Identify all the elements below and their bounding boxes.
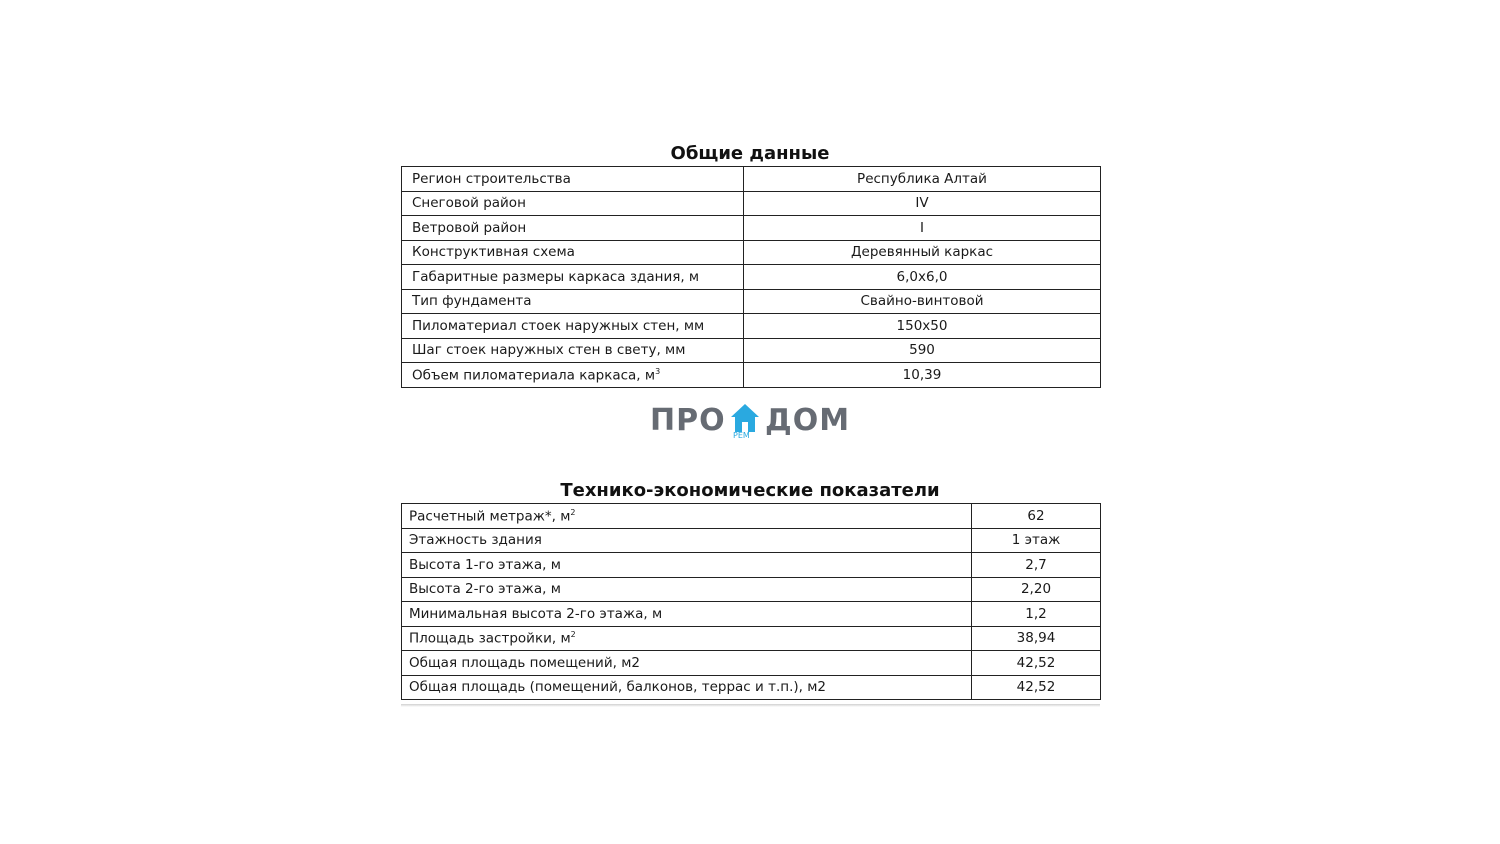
unit-superscript: 2 bbox=[570, 507, 576, 517]
table-row bbox=[402, 289, 1101, 314]
row-value: 42,52 bbox=[972, 651, 1101, 676]
row-value: 590 bbox=[744, 338, 1101, 363]
row-value: 1 этаж bbox=[972, 528, 1101, 553]
row-label: Регион строительства bbox=[402, 167, 744, 192]
row-value: Свайно-винтовой bbox=[744, 289, 1101, 314]
row-label-text: Площадь застройки, м bbox=[409, 630, 571, 647]
table-row bbox=[402, 191, 1101, 216]
row-value: 42,52 bbox=[972, 675, 1101, 700]
table-row bbox=[402, 675, 1101, 700]
row-value: 6,0х6,0 bbox=[744, 265, 1101, 290]
logo-left-word: ПРО bbox=[650, 403, 726, 438]
table-row bbox=[402, 528, 1101, 553]
row-label: Минимальная высота 2-го этажа, м bbox=[402, 602, 972, 627]
row-value: 150х50 bbox=[744, 314, 1101, 339]
table-row bbox=[402, 577, 1101, 602]
row-value: 62 bbox=[972, 504, 1101, 529]
row-value: 2,7 bbox=[972, 553, 1101, 578]
row-label: Габаритные размеры каркаса здания, м bbox=[402, 265, 744, 290]
row-value: I bbox=[744, 216, 1101, 241]
table-row bbox=[402, 240, 1101, 265]
row-value: IV bbox=[744, 191, 1101, 216]
row-label: Ветровой район bbox=[402, 216, 744, 241]
row-value: 1,2 bbox=[972, 602, 1101, 627]
logo-sub: РЕМ bbox=[733, 431, 750, 440]
indicators-title: Технико-экономические показатели bbox=[560, 480, 940, 501]
general-data-table bbox=[401, 166, 1101, 388]
unit-superscript: 2 bbox=[570, 630, 576, 639]
general-data-title: Общие данные bbox=[670, 143, 830, 164]
row-label bbox=[402, 504, 972, 529]
row-label-text: Расчетный метраж*, м bbox=[409, 508, 571, 524]
row-label: Пиломатериал стоек наружных стен, мм bbox=[402, 314, 744, 339]
row-value: 2,20 bbox=[972, 577, 1101, 602]
row-label: Снеговой район bbox=[402, 191, 744, 216]
row-label: Конструктивная схема bbox=[402, 240, 744, 265]
cut-off-row-hint bbox=[401, 704, 1100, 707]
row-label: Общая площадь (помещений, балконов, террас и т.п.), м2 bbox=[402, 675, 972, 700]
row-label: Этажность здания bbox=[402, 528, 972, 553]
row-label: Общая площадь помещений, м2 bbox=[402, 651, 972, 676]
row-label bbox=[402, 363, 744, 388]
logo bbox=[640, 400, 860, 446]
row-label-text: Объем пиломатериала каркаса, м bbox=[412, 367, 656, 383]
table-row bbox=[402, 167, 1101, 192]
row-label bbox=[402, 626, 972, 651]
unit-superscript: 3 bbox=[655, 366, 661, 376]
logo-right-word: ДОМ bbox=[765, 403, 851, 438]
row-value: 38,94 bbox=[972, 626, 1101, 651]
indicators-table bbox=[401, 503, 1101, 700]
table-row bbox=[402, 553, 1101, 578]
row-value: Республика Алтай bbox=[744, 167, 1101, 192]
table-row bbox=[402, 314, 1101, 339]
house-icon bbox=[730, 402, 760, 434]
table-row bbox=[402, 651, 1101, 676]
table-row bbox=[402, 338, 1101, 363]
table-row bbox=[402, 602, 1101, 627]
table-row bbox=[402, 216, 1101, 241]
row-value: Деревянный каркас bbox=[744, 240, 1101, 265]
row-label: Высота 2-го этажа, м bbox=[402, 577, 972, 602]
table-row bbox=[402, 265, 1101, 290]
table-row bbox=[402, 504, 1101, 529]
table-row bbox=[402, 363, 1101, 388]
table-row bbox=[402, 626, 1101, 651]
row-label: Тип фундамента bbox=[402, 289, 744, 314]
row-label: Шаг стоек наружных стен в свету, мм bbox=[402, 338, 744, 363]
row-label: Высота 1-го этажа, м bbox=[402, 553, 972, 578]
row-value: 10,39 bbox=[744, 363, 1101, 388]
